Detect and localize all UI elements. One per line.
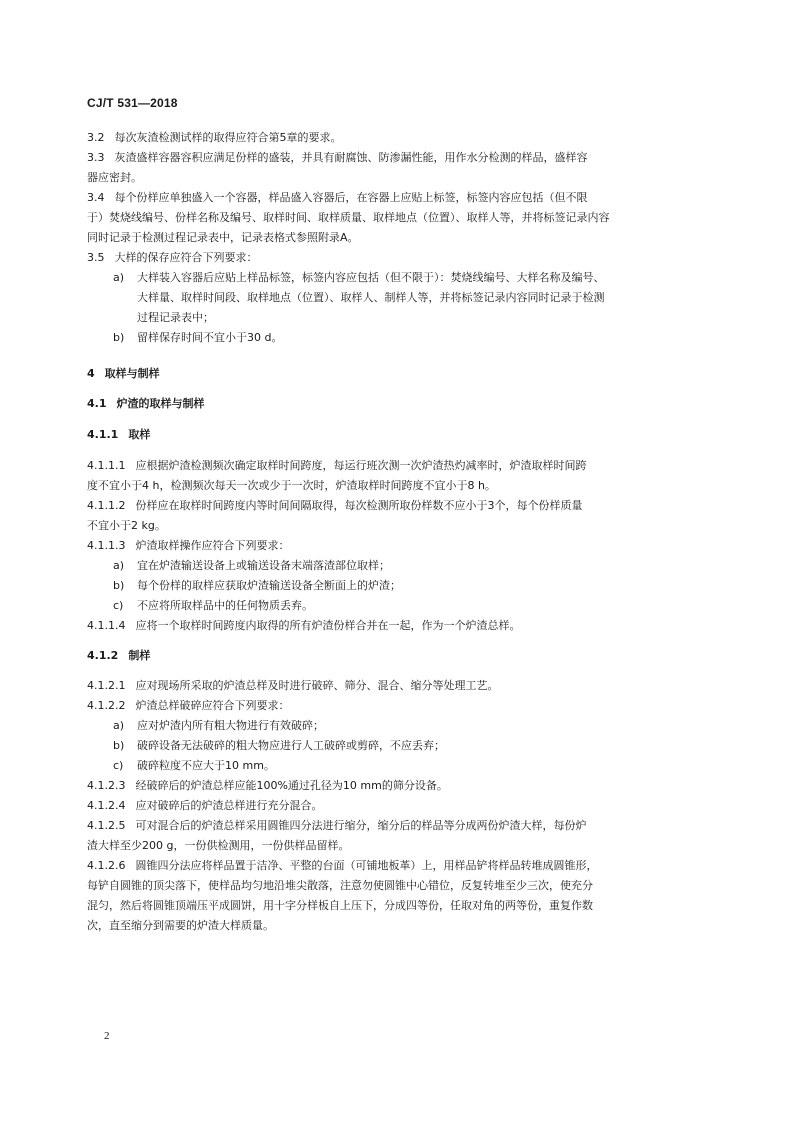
section-heading-4-1-2 (87, 646, 707, 666)
clause-3-4 (87, 188, 707, 248)
list-item (87, 576, 707, 596)
clause-number: 4.1.1.3 (87, 539, 126, 552)
list-marker: b) (113, 331, 125, 344)
clause-text-line: 圆锥四分法应将样品置于洁净、平整的台面（可铺地板革）上，用样品铲将样品转堆成圆锥形， (135, 859, 598, 872)
clause-text: 每次灰渣检测试样的取得应符合第5章的要求。 (114, 131, 342, 144)
clause-4-1-2-1 (87, 676, 707, 696)
clause-number: 3.5 (87, 251, 105, 264)
clause-text: 应对破碎后的炉渣总样进行充分混合。 (135, 799, 323, 812)
list-item (87, 596, 707, 616)
clause-text-line: 应根据炉渣检测频次确定取样时间跨度，每运行班次测一次炉渣热灼减率时，炉渣取样时间跨 (135, 459, 587, 472)
list-item-text: 不应将所取样品中的任何物质丢弃。 (137, 599, 313, 612)
clause-number: 4.1.1.2 (87, 499, 126, 512)
clause-text-line: 度不宜小于4 h，检测频次每天一次或少于一次时，炉渣取样时间跨度不宜小于8 h。 (87, 479, 496, 492)
list-item-text: 每个份样的取样应获取炉渣输送设备全断面上的炉渣； (137, 579, 401, 592)
list-item-text: 宜在炉渣输送设备上或输送设备末端落渣部位取样； (137, 559, 390, 572)
list-marker: c) (113, 759, 124, 772)
section-heading-4-1-1 (87, 425, 707, 445)
clause-4-1-2-3 (87, 776, 707, 796)
clause-text-line: 同时记录于检测过程记录表中，记录表格式参照附录A。 (87, 231, 359, 244)
clause-number: 3.4 (87, 191, 105, 204)
page-number: 2 (104, 1030, 110, 1042)
clause-text-line: 份样应在取样时间跨度内等时间间隔取得，每次检测所取份样数不应小于3个，每个份样质量 (135, 499, 583, 512)
clause-number: 4.1.1.4 (87, 619, 126, 632)
list-item-text: 留样保存时间不宜小于30 d。 (137, 331, 283, 344)
list-item-text-line: 大样装入容器后应贴上样品标签，标签内容应包括（但不限于）：焚烧线编号、大样名称及编号、 (137, 271, 605, 284)
clause-text-line: 次，直至缩分到需要的炉渣大样质量。 (87, 919, 274, 932)
clause-text-line: 每铲自圆锥的顶尖落下，使样品均匀地沿堆尖散落，注意勿使圆锥中心错位，反复转堆至少三次，使充分 (87, 879, 593, 892)
clause-number: 4.1.2.3 (87, 779, 126, 792)
clause-number: 4.1.2.6 (87, 859, 126, 872)
section-heading-4-1 (87, 394, 707, 414)
list-marker: b) (113, 579, 125, 592)
list-item (87, 268, 707, 288)
clause-4-1-1-2 (87, 496, 707, 536)
clause-text: 经破碎后的炉渣总样应能100%通过孔径为10 mm的筛分设备。 (135, 779, 448, 792)
clause-4-1-2-6 (87, 856, 707, 936)
clause-number: 4.1.2.4 (87, 799, 126, 812)
clause-text: 应将一个取样时间跨度内取得的所有炉渣份样合并在一起，作为一个炉渣总样。 (135, 619, 521, 632)
heading-number: 4.1.1 (87, 428, 119, 441)
heading-number: 4 (87, 367, 95, 380)
list-item (87, 756, 707, 776)
list-item-text-line: 过程记录表中； (137, 311, 214, 324)
clause-4-1-2-5 (87, 816, 707, 856)
clause-number: 3.2 (87, 131, 105, 144)
list-item (87, 328, 707, 348)
clause-text-line: 于）焚烧线编号、份样名称及编号、取样时间、取样质量、取样地点（位置）、取样人等，并将标签记录内容 (87, 211, 610, 224)
clause-number: 4.1.2.2 (87, 699, 126, 712)
section-heading-4 (87, 364, 707, 384)
clause-3-5 (87, 248, 707, 268)
list-item (87, 736, 707, 756)
clause-number: 4.1.1.1 (87, 459, 126, 472)
list-item-continuation (87, 288, 707, 328)
clause-text: 应对现场所采取的炉渣总样及时进行破碎、筛分、混合、缩分等处理工艺。 (135, 679, 499, 692)
heading-number: 4.1 (87, 397, 107, 410)
heading-number: 4.1.2 (87, 649, 119, 662)
clause-3-2 (87, 128, 707, 148)
list-marker: a) (113, 559, 125, 572)
clause-4-1-2-2 (87, 696, 707, 716)
clause-text-line: 混匀，然后将圆锥顶端压平成圆饼，用十字分样板自上压下，分成四等份，任取对角的两等份，重复作数 (87, 899, 593, 912)
clause-4-1-1-3 (87, 536, 707, 556)
heading-text: 取样与制样 (104, 367, 160, 380)
list-item-text-line: 大样量、取样时间段、取样地点（位置）、取样人、制样人等，并将标签记录内容同时记录于检测 (137, 291, 605, 304)
list-item (87, 556, 707, 576)
clause-number: 4.1.2.1 (87, 679, 126, 692)
clause-text-line: 渣大样至少200 g，一份供检测用，一份供样品留样。 (87, 839, 350, 852)
clause-text-line: 每个份样应单独盛入一个容器，样品盛入容器后，在容器上应贴上标签，标签内容应包括（但不限 (114, 191, 588, 204)
clause-4-1-1-1 (87, 456, 707, 496)
list-marker: c) (113, 599, 124, 612)
document-body (87, 128, 707, 936)
clause-text: 炉渣取样操作应符合下列要求： (135, 539, 290, 552)
clause-number: 4.1.2.5 (87, 819, 126, 832)
standard-code: CJ/T 531—2018 (87, 96, 178, 110)
list-item-text: 破碎粒度不应大于10 mm。 (137, 759, 275, 772)
list-item (87, 716, 707, 736)
clause-text-line: 灰渣盛样容器容积应满足份样的盛装，并具有耐腐蚀、防渗漏性能，用作水分检测的样品，盛样容 (114, 151, 588, 164)
clause-text-line: 可对混合后的炉渣总样采用圆锥四分法进行缩分，缩分后的样品等分成两份炉渣大样，每份炉 (135, 819, 587, 832)
list-marker: a) (113, 271, 125, 284)
list-marker: a) (113, 719, 125, 732)
clause-number: 3.3 (87, 151, 105, 164)
clause-text-line: 器应密封。 (87, 171, 142, 184)
list-marker: b) (113, 739, 125, 752)
clause-4-1-2-4 (87, 796, 707, 816)
clause-3-3 (87, 148, 707, 188)
list-item-text: 破碎设备无法破碎的粗大物应进行人工破碎或剪碎，不应丢弃； (137, 739, 445, 752)
heading-text: 制样 (128, 649, 151, 662)
list-item-text: 应对炉渣内所有粗大物进行有效破碎； (137, 719, 324, 732)
clause-text-line: 不宜小于2 kg。 (87, 519, 166, 532)
heading-text: 取样 (128, 428, 151, 441)
clause-text: 炉渣总样破碎应符合下列要求： (135, 699, 290, 712)
clause-4-1-1-4 (87, 616, 707, 636)
clause-text: 大样的保存应符合下列要求： (114, 251, 258, 264)
heading-text: 炉渣的取样与制样 (116, 397, 205, 410)
